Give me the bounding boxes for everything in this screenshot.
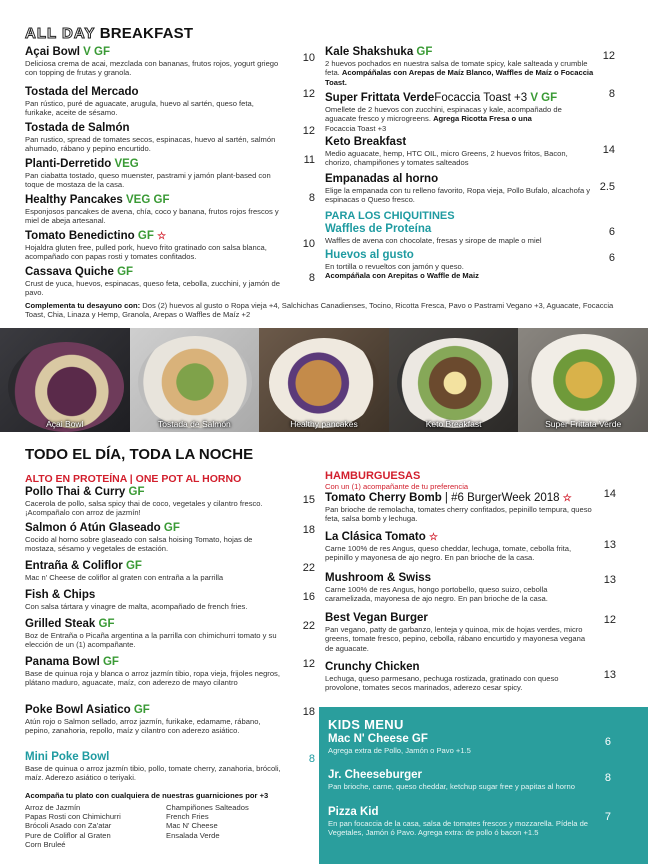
item-name: Tomato Cherry Bomb [325,492,442,504]
item-name: Poke Bowl Asiatico [25,704,131,716]
item-name: Huevos al gusto [325,249,414,261]
diet-tag: GF [163,522,180,534]
item-description [25,573,283,582]
item-description [25,171,283,190]
sides-label: Acompaña tu plato con cualquiera de nuestras guarniciones por +3 [25,791,269,800]
item-desc-bold: Acompáñalas con Arepas de Maíz Blanco, Waffles de Maíz o Focaccia Toast. [325,68,594,87]
item-name-row [25,46,283,59]
menu-item [325,661,593,693]
item-desc-text: Cacerola de pollo, salsa spicy thai de coco, vegetales y cilantro fresco. ¡Acompañalo con arroz de jazmín! [25,499,263,518]
item-name: Fish & Chips [25,589,96,601]
star-icon: ☆ [428,532,438,543]
item-desc-bold: Agrega Ricotta Fresa o una [433,114,532,124]
item-desc-text: En tortilla o revueltos con jamón y queso. [325,262,464,271]
menu-item [25,46,283,78]
menu-item [325,223,595,245]
item-name-row [325,173,595,186]
item-price: 6 [608,226,615,238]
photo-super-frittata-verde [518,328,648,432]
item-price: 11 [303,154,315,166]
item-desc-text: Cocido al horno sobre glaseado con salsa hoising Tomato, hojas de mostaza, sésamo y vegetales de estación. [25,535,253,554]
diet-tag: VEG [114,158,139,170]
item-description [25,669,283,688]
item-name: Empanadas al horno [325,173,439,185]
photo-caption: Healthy pancakes [290,419,358,429]
item-name-row [25,158,283,171]
item-desc-text: Pan brioche de remolacha, tomates cherry confitados, pepinillo tempura, queso feta, salsa bomb y lechuga. [325,505,592,524]
item-desc-text: Pan vegano, patty de garbanzo, lenteja y quinoa, mix de hojas verdes, micro greens, tomate fresco, pepino, cebolla, rábano encurtido y mayonesa vegana de aguacate. [325,625,586,653]
item-name-row [325,46,595,59]
item-price: 13 [603,539,616,551]
item-desc-text: Carne 100% de res Angus, queso cheddar, lechuga, tomate, cebolla frita, pepinillo y mayonesa de ajo negro. En pan brioche de la casa. [325,544,572,563]
side-item: Corn Bruleé [25,839,66,849]
item-desc-text: Deliciosa crema de acai, mezclada con bananas, frutos rojos, yogurt griego con topping de frutas y granola. [25,59,279,78]
side-item: Pure de Coliflor al Graten [25,830,111,840]
item-price: 8 [604,772,611,784]
item-desc-text: Pan rústico, puré de aguacate, arugula, huevo al sartén, queso feta, furikake, aceite de sésamo. [25,99,254,118]
item-description [25,602,283,611]
item-desc-text: Carne 100% de res Angus, hongo portobello, queso suizo, cebolla caramelizada, mayonesa de ajo negro. En pan brioche de la casa. [325,585,548,604]
menu-item [25,589,283,611]
item-name-row [325,136,595,149]
photo-caption: Tostada de Salmón [158,419,231,429]
item-description [25,207,283,226]
item-description [325,149,595,168]
menu-item [325,572,593,604]
complement-text: Dos (2) huevos al gusto o Ropa vieja +4, Salchichas Canadienses, Tocino, Ricotta Fresca, Pavo o Pastrami Vegano +3, Aguacate, Focaccia Toast, Chia, Linaza y Hemp, Granola, Arepas o Waffles de Maíz +2 [25,301,614,320]
menu-item [325,136,595,168]
item-name: La Clásica Tomato [325,531,426,543]
item-name-row [25,522,283,535]
item-name: Waffles de Proteína [325,223,432,235]
item-name-row [328,806,598,819]
menu-item [25,560,283,582]
burgers-heading: HAMBURGUESAS [325,470,421,482]
breakfast-title [25,25,193,42]
side-item: Arroz de Jazmín [25,803,81,812]
item-name-row [25,266,283,279]
item-desc-text: Base de quinua o arroz jazmín tibio, pollo, tomate cherry, zanahoria, brócoli, maíz. Aderezo asiático o teriyaki. [25,764,281,783]
menu-item [325,531,593,563]
item-desc-text: Waffles de avena con chocolate, fresas y sirope de maple o miel [325,236,542,245]
item-description [325,585,593,604]
item-name-row [25,704,283,717]
diet-tag: GF [117,266,134,278]
sides-col-1 [25,803,160,849]
item-description [25,499,283,518]
menu-item [325,492,593,524]
item-name: Kale Shakshuka [325,46,414,58]
photo-acai-bowl [0,328,130,432]
diet-tag: VEG GF [126,194,170,206]
item-name-row [25,656,283,669]
item-name: Best Vegan Burger [325,612,428,624]
item-description [25,631,283,650]
side-item: French Fries [166,812,209,822]
item-name: Jr. Cheeseburger [328,769,422,781]
star-icon: ☆ [562,493,572,504]
diet-tag: GF [128,486,145,498]
item-description [25,279,283,298]
item-name-row [325,572,593,585]
item-desc-bold: Acompáñala con Arepitas o Waffle de Maiz [325,271,479,281]
item-desc-text: Esponjosos pancakes de avena, chía, coco y banana, frutos rojos frescos y miel de abeja artesanal. [25,207,279,226]
item-description [325,674,593,693]
item-description [325,105,595,133]
menu-item [325,612,593,653]
item-description [25,717,283,736]
item-name-row [328,733,598,746]
item-desc-text: Elige la empanada con tu relleno favorito, Ropa vieja, Pollo Bufalo, alcachofa y espinacas o Queso fresco. [325,186,591,205]
diet-tag: GF [137,230,154,242]
menu-item [325,249,595,281]
item-description [325,236,595,245]
item-price: 8 [308,753,315,765]
item-description [25,535,283,554]
item-name: Pizza Kid [328,806,379,818]
item-price: 22 [302,562,315,574]
item-name: Tostada de Salmón [25,122,130,134]
menu-item [25,486,283,518]
item-name: Planti-Derretido [25,158,112,170]
item-description [325,625,593,653]
burgers-subheading: Con un (1) acompañante de tu preferencia [325,482,469,491]
complement-label: Complementa tu desayuno con: [25,301,141,310]
item-desc-text: Lechuga, queso parmesano, pechuga rostizada, gratinado con queso provolone, tomates secos marinados, aderezo cesar spicy. [325,674,559,693]
item-name-row [25,122,283,135]
item-name-row [325,612,593,625]
item-name: Mini Poke Bowl [25,751,110,763]
diet-tag: GF [98,618,115,630]
photo-caption: Keto Breakfast [425,419,482,429]
item-name: Panama Bowl [25,656,100,668]
diet-tag: GF [411,733,428,745]
item-name-row [328,769,598,782]
diet-tag: GF [416,46,433,58]
item-name-row [25,86,283,99]
item-name: Cassava Quiche [25,266,114,278]
item-price: 18 [302,524,315,536]
menu-item [328,733,598,755]
item-price: 8 [608,88,615,100]
item-desc-text: Pan ciabatta tostado, queso muenster, pastrami y jamón plant-based con toque de mostaza de la casa. [25,171,271,190]
item-name: Healthy Pancakes [25,194,123,206]
item-description [325,59,595,87]
diet-tag: GF [125,560,142,572]
item-name-row [25,194,283,207]
photo-healthy-pancakes [259,328,389,432]
protein-heading: ALTO EN PROTEÍNA | ONE POT AL HORNO [25,473,242,485]
item-desc-text: Omellete de 2 huevos con zucchini, espinacas y kale, acompañado de aguacate fresco y microgreens. [325,105,562,124]
item-price: 12 [602,50,615,62]
item-description [25,243,283,262]
menu-item [25,86,283,118]
item-price: 8 [308,192,315,204]
item-description [328,746,598,755]
menu-item [325,46,595,87]
item-desc-text: Agrega extra de Pollo, Jamón o Pavo +1.5 [328,746,471,755]
item-desc-text: Pan brioche, carne, queso cheddar, ketchup sugar free y papitas al horno [328,782,575,791]
item-name-row [325,492,593,505]
item-name-row [325,92,595,105]
item-description [328,782,598,791]
item-name-row [325,223,595,236]
diet-tag: V GF [530,92,558,104]
menu-item [325,173,595,205]
photo-tostada-salmon [130,328,260,432]
photo-caption: Super Frittata Verde [545,419,622,429]
menu-item [25,158,283,190]
side-item: Champiñones Salteados [166,803,249,812]
side-item: Papas Rosti con Chimichurri [25,812,121,822]
diet-tag: V GF [83,46,111,58]
item-price: 14 [602,144,615,156]
menu-item [328,806,598,838]
complement-note [25,301,625,320]
menu-item [25,704,283,736]
item-description [25,99,283,118]
photo-strip [0,328,648,432]
star-icon: ☆ [157,231,167,242]
allday-title: TODO EL DÍA, TODA LA NOCHE [25,446,254,463]
kids-breakfast-heading: PARA LOS CHIQUITINES [325,210,455,222]
item-price: 18 [302,706,315,718]
item-desc-text: Medio aguacate, hemp, HTC OIL, micro Greens, 2 huevos fritos, Bacon, chorizo, champiñones y tomates salteados [325,149,568,168]
item-name-row [25,560,283,573]
item-price: 12 [302,658,315,670]
item-description [25,135,283,154]
item-price: 8 [308,272,315,284]
item-price: 15 [302,494,315,506]
item-name-row [25,230,283,243]
item-desc-text: Con salsa tártara y vinagre de malta, acompañado de french fries. [25,602,248,611]
menu-item [25,194,283,226]
item-price: 10 [302,238,315,250]
item-name: Mac N' Cheese [328,733,409,745]
item-name: Grilled Steak [25,618,96,630]
menu-item [25,656,283,688]
item-name-row [25,618,283,631]
kids-menu-box [319,707,648,864]
item-price: 10 [302,52,315,64]
item-desc-text: Hojaldra gluten free, pulled pork, huevo frito gratinado con salsa blanca, acompañado con papas rosti y tomates confitados. [25,243,267,262]
item-description [325,186,595,205]
item-name: Mushroom & Swiss [325,572,432,584]
breakfast-title-outline: ALL DAY [25,25,96,42]
menu-item [325,92,595,133]
item-name-row [25,589,283,602]
menu-item [328,769,598,791]
item-price: 22 [302,620,315,632]
item-price: 13 [603,669,616,681]
photo-keto-breakfast [389,328,519,432]
kids-menu-title: KIDS MENU [328,717,404,732]
item-price: 12 [603,614,616,626]
menu-item [25,618,283,650]
side-item: Mac N' Cheese [166,821,218,831]
item-extra: Focaccia Toast +3 [434,92,528,104]
item-description [25,764,283,783]
item-name: Tostada del Mercado [25,86,139,98]
item-desc-text: Crust de yuca, huevos, espinacas, queso feta, cebolla, zucchini, y jamón de pavo. [25,279,280,298]
menu-item [25,266,283,298]
item-price: 6 [604,736,611,748]
item-name: Açai Bowl [25,46,80,58]
item-price: 7 [604,811,611,823]
photo-caption: Açai Bowl [46,419,84,429]
item-desc-text: Atún rojo o Salmon sellado, arroz jazmín, furikake, edamame, rábano, pepino, zanahoria, repollo, maíz y cilantro con aderezo asiático. [25,717,261,736]
item-name-row [325,661,593,674]
menu-item [25,522,283,554]
side-item: Ensalada Verde [166,830,220,840]
item-name-row [25,486,283,499]
item-name: Crunchy Chicken [325,661,420,673]
item-desc-extra: Focaccia Toast +3 [325,123,387,133]
item-price: 13 [603,574,616,586]
side-item: Brócoli Asado con Za'atar [25,821,112,831]
menu-item [25,751,283,783]
item-name: Keto Breakfast [325,136,407,148]
item-desc-text: Base de quinua roja y blanca o arroz jazmín tibio, ropa vieja, frijoles negros, plátano maduro, aguacate, maíz, con aderezo de mayo cilantro [25,669,280,688]
item-name: Tomato Benedictino [25,230,135,242]
item-name: Salmon ó Atún Glaseado [25,522,161,534]
item-extra: | #6 BurgerWeek 2018 [441,492,560,504]
item-description [325,505,593,524]
item-desc-text: Pan rustico, spread de tomates secos, espinacas, huevo al sartén, salmón ahumado, rábano y pepino encurtido. [25,135,276,154]
item-price: 14 [603,488,616,500]
item-desc-text: 2 huevos pochados en nuestra salsa de tomate spicy, kale salteada y crumble feta. [325,59,588,78]
item-name-row [325,531,593,544]
menu-item [25,122,283,154]
breakfast-title-rest: BREAKFAST [99,25,194,42]
item-name: Entraña & Coliflor [25,560,123,572]
item-price: 12 [302,125,315,137]
sides-col-2 [166,803,306,840]
item-price: 2.5 [599,181,615,193]
item-price: 16 [302,591,315,603]
item-price: 6 [608,252,615,264]
item-name-row [325,249,595,262]
item-desc-text: Mac n' Cheese de coliflor al graten con entraña a la parrilla [25,573,224,582]
item-description [328,819,598,838]
item-price: 12 [302,88,315,100]
menu-item [25,230,283,262]
item-name-row [25,751,283,764]
item-description [25,59,283,78]
diet-tag: GF [102,656,119,668]
item-desc-text: En pan focaccia de la casa, salsa de tomates frescos y mozzarella. Pídela de Vegetales, Jamón ó Pavo. Agrega extra: de pollo ó bacon +1.5 [328,819,589,838]
diet-tag: GF [133,704,150,716]
item-description [325,544,593,563]
item-name: Super Frittata Verde [325,92,435,104]
item-name: Pollo Thai & Curry [25,486,126,498]
item-description [325,262,595,281]
item-desc-text: Boz de Entraña o Picaña argentina a la parrilla con chimichurri tomato y su elección de un (1) acompañante. [25,631,277,650]
